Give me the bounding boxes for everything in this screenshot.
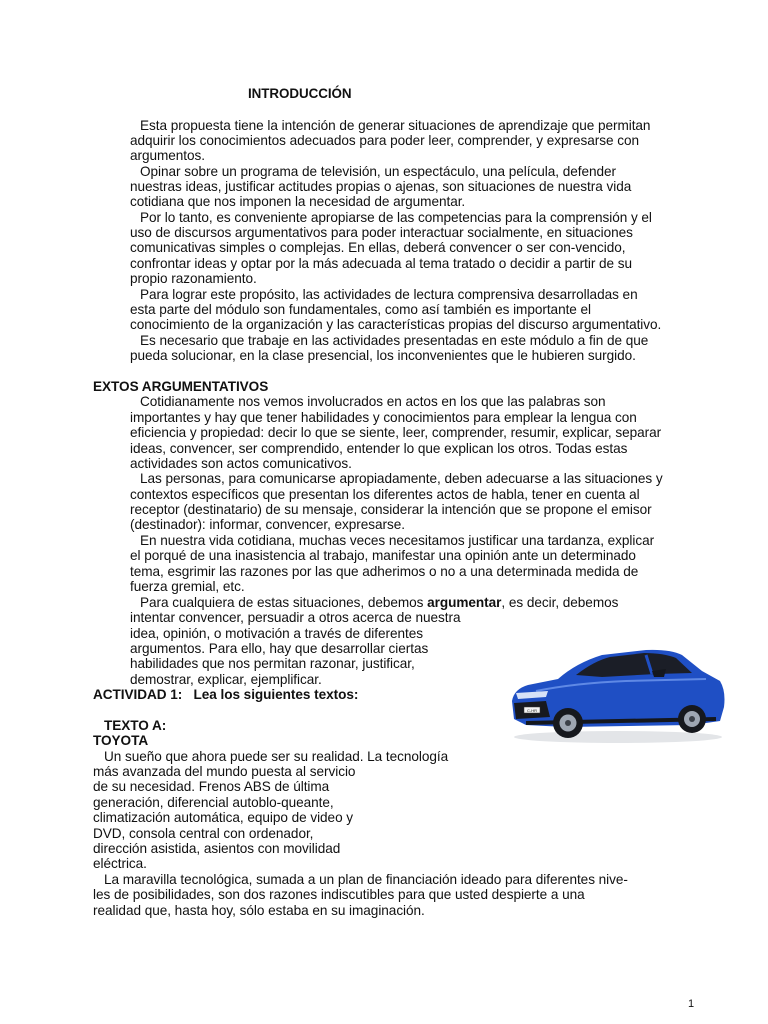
plate-text: C-HR (527, 708, 537, 713)
text-line: comunicativas simples o complejas. En ellas, deberá convencer o ser con-vencido, (130, 240, 626, 255)
page-number: 1 (688, 998, 695, 1010)
section-heading: EXTOS ARGUMENTATIVOS (93, 379, 269, 394)
activity-instruction: Lea los siguientes textos: (193, 687, 359, 702)
text-line: realidad que, hasta hoy, sólo estaba en su imaginación. (93, 903, 425, 918)
text-line: propio razonamiento. (130, 271, 257, 286)
text-line: demostrar, explicar, ejemplificar. (130, 672, 322, 687)
text-line: más avanzada del mundo puesta al servicio (93, 764, 356, 779)
text-line: importantes y hay que tener habilidades y conocimientos para emplear la lengua con (130, 410, 637, 425)
text-line: receptor (destinatario) de su mensaje, considerar la intención que se propone el emisor (130, 502, 652, 517)
text-line: Opinar sobre un programa de televisión, un espectáculo, una película, defender (140, 164, 616, 179)
text-line: climatización automática, equipo de video y (93, 810, 354, 825)
text-line: Por lo tanto, es conveniente apropiarse de las competencias para la comprensión y el (140, 210, 652, 225)
text-line (140, 595, 618, 610)
text-line: argumentos. (130, 148, 206, 163)
bold-term: argumentar (427, 595, 502, 610)
text-line: Esta propuesta tiene la intención de generar situaciones de aprendizaje que permitan (140, 118, 651, 133)
intro-title: INTRODUCCIÓN (248, 86, 352, 101)
text-line: de su necesidad. Frenos ABS de última (93, 779, 330, 794)
text-line: argumentos. Para ello, hay que desarrollar ciertas (130, 641, 429, 656)
text-line: confrontar ideas y optar por la más adecuada al tema tratado o decidir a partir de su (130, 256, 633, 271)
text-line: intentar convencer, persuadir a otros acerca de nuestra (130, 610, 461, 625)
text-line: uso de discursos argumentativos para poder interactuar socialmente, en situaciones (130, 225, 633, 240)
text-line: conocimiento de la organización y las características propias del discurso argumentativo. (130, 317, 662, 332)
text-line: contextos específicos que presentan los diferentes actos de habla, tener en cuenta al (130, 487, 640, 502)
text-line: cotidiana que nos imponen la necesidad de argumentar. (130, 194, 466, 209)
text-line: el porqué de una inasistencia al trabajo, manifestar una opinión ante un determinado (130, 548, 636, 563)
activity-label: ACTIVIDAD 1: (93, 687, 183, 702)
text-line: ideas, convencer, ser comprendido, entender lo que explican los otros. Todas estas (130, 441, 628, 456)
text-line: En nuestra vida cotidiana, muchas veces necesitamos justificar una tardanza, explicar (140, 533, 655, 548)
text-line: DVD, consola central con ordenador, (93, 826, 314, 841)
text-line: Las personas, para comunicarse apropiadamente, deben adecuarse a las situaciones y (140, 471, 663, 486)
text-line: La maravilla tecnológica, sumada a un plan de financiación ideado para diferentes nive- (104, 872, 628, 887)
text-line: eléctrica. (93, 856, 147, 871)
text-line: tema, esgrimir las razones por las que adherimos o no a una determinada medida de (130, 564, 639, 579)
text-line: Cotidianamente nos vemos involucrados en actos en los que las palabras son (140, 394, 606, 409)
text-line: eficiencia y propiedad: decir lo que se siente, leer, comprender, resumir, explicar, separar (130, 425, 662, 440)
text-line: habilidades que nos permitan razonar, justificar, (130, 656, 415, 671)
car-photo-icon (506, 641, 730, 745)
text-line: Es necesario que trabaje en las actividades presentadas en este módulo a fin de que (140, 333, 649, 348)
text-a-label: TEXTO A: (104, 718, 167, 733)
text-line: les de posibilidades, son dos razones indiscutibles para que usted despierte a una (93, 887, 585, 902)
text-line: dirección asistida, asientos con movilidad (93, 841, 341, 856)
text-line: esta parte del módulo son fundamentales, como así también es importante el (130, 302, 592, 317)
text-line: Un sueño que ahora puede ser su realidad. La tecnología (104, 749, 449, 764)
text-line: nuestras ideas, justificar actitudes propias o ajenas, son situaciones de nuestra vida (130, 179, 632, 194)
text-line: (destinador): informar, convencer, expresarse. (130, 517, 405, 532)
text-span: Para cualquiera de estas situaciones, debemos (140, 595, 428, 610)
text-line: fuerza gremial, etc. (130, 579, 245, 594)
brand-heading: TOYOTA (93, 733, 149, 748)
text-line: actividades son actos comunicativos. (130, 456, 352, 471)
text-line: generación, diferencial autoblo-queante, (93, 795, 334, 810)
text-line: pueda solucionar, en la clase presencial, los inconvenientes que le hubieren surgido. (130, 348, 636, 363)
text-line: Para lograr este propósito, las actividades de lectura comprensiva desarrolladas en (140, 287, 638, 302)
text-span: , es decir, debemos (501, 595, 619, 610)
text-line: adquirir los conocimientos adecuados para poder leer, comprender, y expresarse con (130, 133, 639, 148)
activity-heading (93, 687, 358, 702)
text-line: idea, opinión, o motivación a través de diferentes (130, 626, 423, 641)
